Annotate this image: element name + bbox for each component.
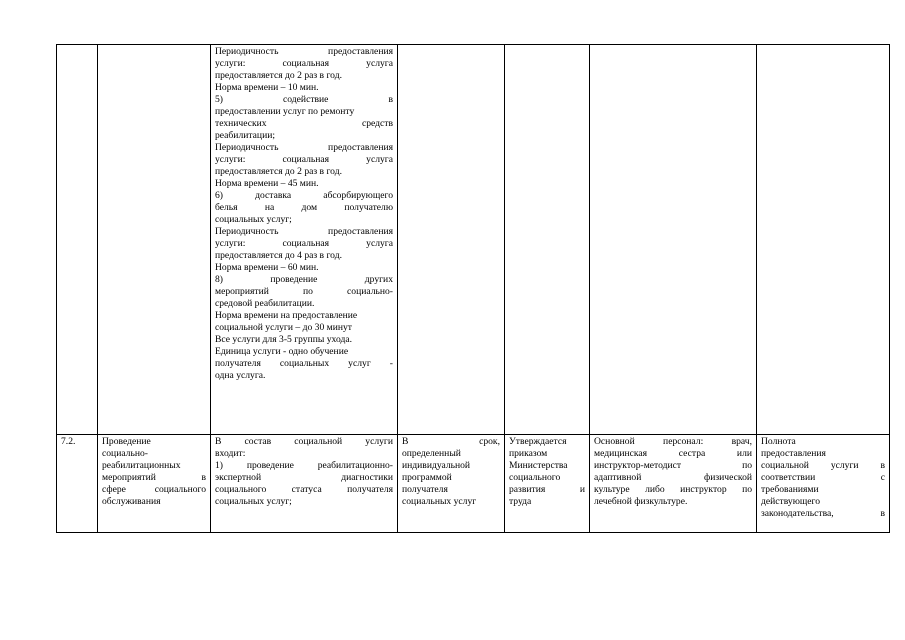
text-line: предоставлении услуг по ремонту <box>215 106 355 117</box>
row2-staff-text <box>594 436 752 508</box>
text-line: технических средств <box>215 118 393 129</box>
text-line: предоставления <box>761 448 826 459</box>
row2-content-cell <box>211 435 398 533</box>
text-line: предоставляется до 2 раз в год. <box>215 166 342 177</box>
text-line: законодательства, в <box>761 508 885 519</box>
text-line: действующего <box>761 496 821 507</box>
row1-content-text <box>215 46 393 382</box>
text-line: предоставляется до 2 раз в год. <box>215 70 342 81</box>
text-line: сфере социального <box>102 484 206 495</box>
row1-name-cell <box>98 45 211 435</box>
text-line: Периодичность предоставления <box>215 46 393 57</box>
text-line: соответствии с <box>761 472 885 483</box>
text-line: Норма времени – 45 мин. <box>215 178 319 189</box>
text-line: входит: <box>215 448 246 459</box>
row1-content-cell <box>211 45 398 435</box>
text-line: услуги: социальная услуга <box>215 238 393 249</box>
text-line: В срок, <box>402 436 500 447</box>
text-line: Основной персонал: врач, <box>594 436 752 447</box>
row2-tariff-text <box>509 436 585 508</box>
text-line: лечебной физкультуре. <box>594 496 688 507</box>
text-line: Полнота <box>761 436 796 447</box>
text-line: Единица услуги - одно обучение <box>215 346 349 357</box>
text-line: Периодичность предоставления <box>215 226 393 237</box>
text-line: адаптивной физической <box>594 472 752 483</box>
row2-content-text <box>215 436 393 508</box>
row2-number-cell: 7.2. <box>57 435 98 533</box>
text-line: 5) содействие в <box>215 94 393 105</box>
text-line: культуре либо инструктор по <box>594 484 752 495</box>
row2-quality-text <box>761 436 885 520</box>
row2-quality-cell <box>757 435 890 533</box>
text-line: 6) доставка абсорбирующего <box>215 190 393 201</box>
text-line: услуги: социальная услуга <box>215 154 393 165</box>
text-line: приказом <box>509 448 548 459</box>
text-line: социального статуса получателя <box>215 484 393 495</box>
text-line: услуги: социальная услуга <box>215 58 393 69</box>
row1-staff-cell <box>590 45 757 435</box>
text-line: инструктор-методист по <box>594 460 752 471</box>
text-line: социальной услуги в <box>761 460 885 471</box>
text-line: социальных услуг; <box>215 496 292 507</box>
text-line: медицинская сестра или <box>594 448 752 459</box>
text-line: мероприятий в <box>102 472 206 483</box>
text-line: мероприятий по социально- <box>215 286 393 297</box>
text-line: предоставляется до 4 раз в год. <box>215 250 342 261</box>
text-line: Периодичность предоставления <box>215 142 393 153</box>
row2-name-cell <box>98 435 211 533</box>
text-line: получателя <box>402 484 448 495</box>
row1-quality-cell <box>757 45 890 435</box>
text-line: социальных услуг <box>402 496 477 507</box>
text-line: развития и <box>509 484 585 495</box>
text-line: Норма времени – 10 мин. <box>215 82 319 93</box>
row2-term-cell <box>398 435 505 533</box>
text-line: труда <box>509 496 532 507</box>
row2-staff-cell <box>590 435 757 533</box>
text-line: Утверждается <box>509 436 567 447</box>
text-line: требованиями <box>761 484 819 495</box>
text-line: 8) проведение других <box>215 274 393 285</box>
table-row <box>57 45 890 435</box>
row2-term-text <box>402 436 500 508</box>
text-line: Норма времени – 60 мин. <box>215 262 319 273</box>
text-line: обслуживания <box>102 496 161 507</box>
text-line: 1) проведение реабилитационно- <box>215 460 393 471</box>
text-line: Норма времени на предоставление <box>215 310 358 321</box>
text-line: реабилитационных <box>102 460 181 471</box>
text-line: социально- <box>102 448 148 459</box>
table-row <box>57 435 890 533</box>
text-line: индивидуальной <box>402 460 471 471</box>
text-line: программой <box>402 472 452 483</box>
text-line: социального <box>509 472 561 483</box>
row2-name-text <box>102 436 206 508</box>
text-line: определенный <box>402 448 461 459</box>
text-line: экспертной диагностики <box>215 472 393 483</box>
row1-number-cell <box>57 45 98 435</box>
text-line: Все услуги для 3-5 группы ухода. <box>215 334 353 345</box>
row1-term-cell <box>398 45 505 435</box>
text-line: реабилитации; <box>215 130 276 141</box>
text-line: социальных услуг; <box>215 214 292 225</box>
text-line: белья на дом получателю <box>215 202 393 213</box>
row1-tariff-cell <box>505 45 590 435</box>
text-line: социальной услуги – до 30 минут <box>215 322 352 333</box>
text-line: получателя социальных услуг - <box>215 358 393 369</box>
text-line: средовой реабилитации. <box>215 298 315 309</box>
text-line: одна услуга. <box>215 370 266 381</box>
text-line: В состав социальной услуги <box>215 436 393 447</box>
text-line: Министерства <box>509 460 568 471</box>
row2-tariff-cell <box>505 435 590 533</box>
text-line: Проведение <box>102 436 151 447</box>
services-table <box>56 44 890 533</box>
